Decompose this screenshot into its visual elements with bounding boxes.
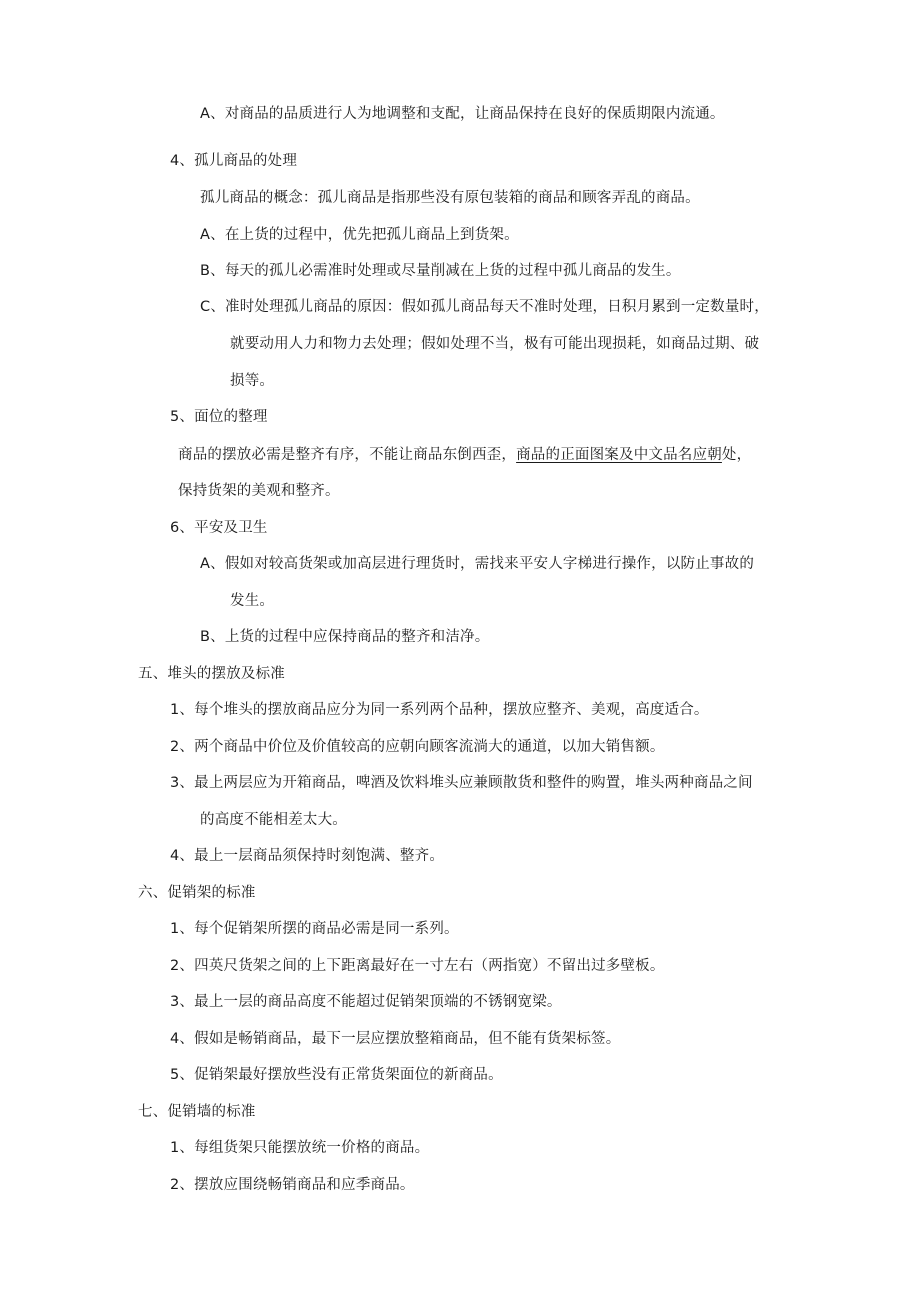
- chapter-heading: 七、促销墙的标准: [138, 1104, 256, 1120]
- chapter-heading: 五、堆头的摆放及标准: [138, 666, 285, 682]
- text-segment: 商品的摆放必需是整齐有序，不能让商品东倒西歪，: [178, 447, 517, 463]
- list-item: 2、四英尺货架之间的上下距离最好在一寸左右（两指宽）不留出过多壁板。: [170, 958, 665, 974]
- chapter-heading: 六、促销架的标准: [138, 885, 256, 901]
- text-line: A、对商品的品质进行人为地调整和支配，让商品保持在良好的保质期限内流通。: [200, 106, 725, 122]
- list-item: 4、假如是畅销商品，最下一层应摆放整箱商品，但不能有货架标签。: [170, 1031, 621, 1047]
- text-line: 孤儿商品的概念：孤儿商品是指那些没有原包装箱的商品和顾客弄乱的商品。: [200, 190, 700, 206]
- text-line: 就要动用人力和物力去处理；假如处理不当，极有可能出现损耗，如商品过期、破: [230, 336, 760, 352]
- text-line: A、在上货的过程中，优先把孤儿商品上到货架。: [200, 227, 519, 243]
- text-line: [178, 445, 751, 465]
- text-line: B、上货的过程中应保持商品的整齐和洁净。: [200, 629, 490, 645]
- list-item: 2、两个商品中价位及价值较高的应朝向顾客流淌大的通道，以加大销售额。: [170, 739, 665, 755]
- text-line: B、每天的孤儿必需准时处理或尽量削减在上货的过程中孤儿商品的发生。: [200, 263, 681, 279]
- text-line: 的高度不能相差太大。: [200, 812, 347, 828]
- list-item: 3、最上两层应为开箱商品，啤酒及饮料堆头应兼顾散货和整件的购置，堆头两种商品之间: [170, 775, 753, 791]
- list-item: 5、促销架最好摆放些没有正常货架面位的新商品。: [170, 1067, 503, 1083]
- section-heading: 6、平安及卫生: [170, 520, 268, 536]
- text-line: 损等。: [230, 373, 275, 389]
- section-heading: 4、孤儿商品的处理: [170, 153, 298, 169]
- underlined-text: 商品的正面图案及中文品名应朝: [516, 447, 722, 463]
- text-segment: 处，: [721, 447, 752, 463]
- section-heading: 5、面位的整理: [170, 409, 268, 425]
- list-item: 1、每个堆头的摆放商品应分为同一系列两个品种，摆放应整齐、美观，高度适合。: [170, 702, 709, 718]
- text-line: C、准时处理孤儿商品的原因：假如孤儿商品每天不准时处理，日积月累到一定数量时，: [200, 299, 769, 315]
- list-item: 2、摆放应围绕畅销商品和应季商品。: [170, 1177, 415, 1193]
- text-line: 发生。: [230, 593, 275, 609]
- list-item: 3、最上一层的商品高度不能超过促销架顶端的不锈钢宽梁。: [170, 994, 562, 1010]
- text-line: A、假如对较高货架或加高层进行理货时，需找来平安人字梯进行操作，以防止事故的: [200, 556, 755, 572]
- list-item: 1、每个促销架所摆的商品必需是同一系列。: [170, 921, 459, 937]
- list-item: 1、每组货架只能摆放统一价格的商品。: [170, 1140, 430, 1156]
- text-line: 保持货架的美观和整齐。: [178, 483, 340, 499]
- list-item: 4、最上一层商品须保持时刻饱满、整齐。: [170, 848, 445, 864]
